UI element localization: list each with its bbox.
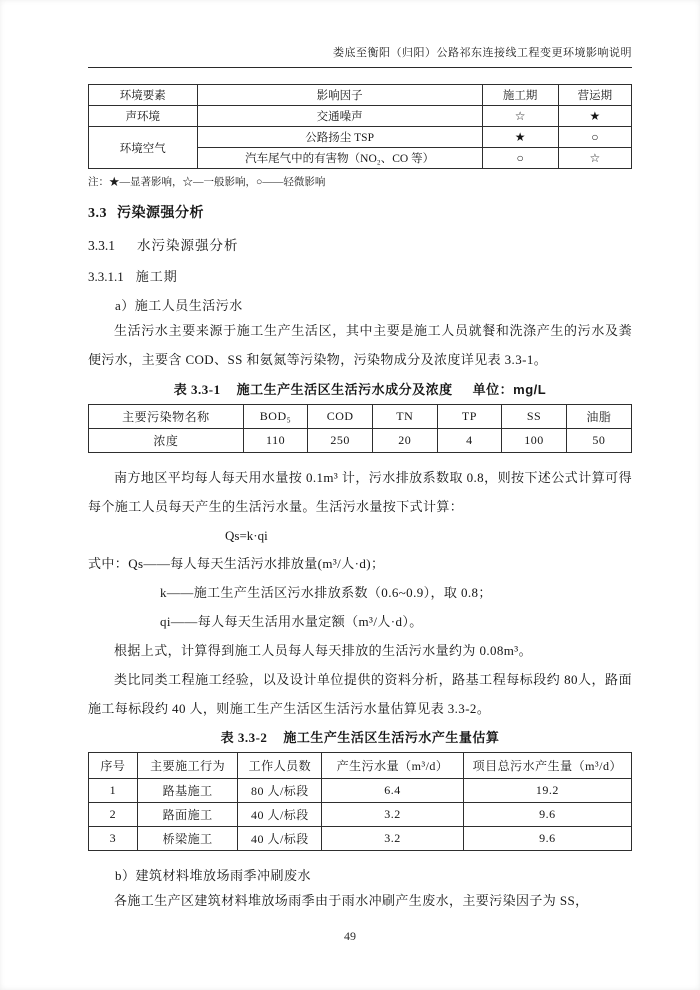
table-header-row: [89, 85, 632, 106]
table-3-3-2-caption: [88, 727, 632, 746]
col-header: 项目总污水产生量（m³/d）: [463, 753, 631, 779]
factor-cell: 公路扬尘 TSP: [197, 127, 482, 148]
formula-definition-qs: 式中：Qs——每人每天生活污水排放量(m³/人·d)；: [88, 556, 385, 571]
table-3-3-1-caption: [88, 379, 632, 398]
col-header: 主要污染物名称: [89, 405, 244, 429]
sewage-cell: 3.2: [322, 803, 463, 827]
value-cell: 110: [243, 429, 308, 453]
table-row: [89, 106, 632, 127]
section-heading-3-3: [88, 202, 632, 222]
construction-mark: ○: [482, 148, 558, 169]
col-header-construction: 施工期: [482, 85, 558, 106]
table-row: [89, 827, 632, 851]
operation-mark: ○: [558, 127, 631, 148]
col-header: 工作人员数: [238, 753, 322, 779]
factor-cell: 交通噪声: [197, 106, 482, 127]
factor-cell: 汽车尾气中的有害物（NO₂、CO 等）: [197, 148, 482, 169]
group-noise: 声环境: [89, 106, 198, 127]
col-header: 主要施工行为: [137, 753, 237, 779]
section-number: 3.3: [88, 206, 107, 221]
doc-header-title: 娄底至衡阳（归阳）公路祁东连接线工程变更环境影响说明: [333, 47, 632, 59]
formula-definition-qi: qi——每人每天生活用水量定额（m³/人·d）。: [160, 614, 423, 629]
list-item-a: a）施工人员生活污水: [115, 298, 243, 313]
sewage-concentration-table: [88, 404, 632, 453]
paragraph-result: 根据上式，计算得到施工人员每人每天排放的生活污水量约为 0.08m³。: [114, 643, 533, 658]
col-header: TN: [372, 405, 437, 429]
index-cell: 3: [89, 827, 138, 851]
operation-mark: ★: [558, 106, 631, 127]
page-number: 49: [344, 929, 356, 943]
table-row: [89, 429, 632, 453]
section-title: 水污染源强分析: [137, 238, 239, 253]
formula-qs: Qs=k·qi: [225, 528, 268, 543]
value-cell: 20: [372, 429, 437, 453]
sewage-output-table: [88, 752, 632, 851]
section-number: 3.3.1: [88, 238, 115, 253]
section-heading-3-3-1: [88, 234, 632, 254]
value-cell: 50: [566, 429, 631, 453]
activity-cell: 路基施工: [137, 779, 237, 803]
caption-unit: 单位：mg/L: [472, 382, 547, 397]
caption-title: 施工生产生活区生活污水成分及浓度: [236, 382, 453, 397]
section-title: 施工期: [135, 269, 178, 284]
total-cell: 9.6: [463, 803, 631, 827]
row-label: 浓度: [89, 429, 244, 453]
value-cell: 4: [437, 429, 502, 453]
col-header: TP: [437, 405, 502, 429]
table-header-row: [89, 405, 632, 429]
col-header: 序号: [89, 753, 138, 779]
workers-cell: 40 人/标段: [238, 827, 322, 851]
col-header: SS: [502, 405, 567, 429]
activity-cell: 桥梁施工: [137, 827, 237, 851]
section-number: 3.3.1.1: [88, 269, 124, 284]
workers-cell: 40 人/标段: [238, 803, 322, 827]
value-cell: 100: [502, 429, 567, 453]
col-header-factor: 影响因子: [197, 85, 482, 106]
col-header-element: 环境要素: [89, 85, 198, 106]
paragraph-sewage-source: 生活污水主要来源于施工生产生活区，其中主要是施工人员就餐和洗涤产生的污水及粪便污水，主要含 COD、SS 和氨氮等污染物，污染物成分及浓度详见表 3.3-1。: [88, 323, 632, 367]
construction-mark: ☆: [482, 106, 558, 127]
workers-cell: 80 人/标段: [238, 779, 322, 803]
caption-label: 表 3.3-1: [173, 382, 221, 397]
table-row: [89, 779, 632, 803]
caption-title: 施工生产生活区生活污水产生量估算: [283, 730, 500, 745]
construction-mark: ★: [482, 127, 558, 148]
paragraph-water-usage: 南方地区平均每人每天用水量按 0.1m³ 计，污水排放系数取 0.8，则按下述公式计算可得每个施工人员每天产生的生活污水量。生活污水量按下式计算：: [88, 470, 632, 514]
legend-note: 注：★—显著影响，☆—一般影响，○——轻微影响: [88, 177, 326, 188]
impact-factor-table: [88, 84, 632, 169]
sewage-cell: 3.2: [322, 827, 463, 851]
section-heading-3-3-1-1: [88, 266, 632, 285]
value-cell: 250: [308, 429, 373, 453]
col-header: COD: [308, 405, 373, 429]
list-item-b: b）建筑材料堆放场雨季冲刷废水: [115, 868, 312, 883]
table-row: [89, 127, 632, 148]
table-row: [89, 803, 632, 827]
caption-label: 表 3.3-2: [220, 730, 268, 745]
total-cell: 19.2: [463, 779, 631, 803]
col-header-operation: 营运期: [558, 85, 631, 106]
operation-mark: ☆: [558, 148, 631, 169]
index-cell: 1: [89, 779, 138, 803]
section-title: 污染源强分析: [117, 204, 204, 220]
col-header: 产生污水量（m³/d）: [322, 753, 463, 779]
total-cell: 9.6: [463, 827, 631, 851]
table-header-row: [89, 753, 632, 779]
paragraph-rain-washing: 各施工生产区建筑材料堆放场雨季由于雨水冲刷产生废水，主要污染因子为 SS，: [114, 893, 589, 908]
group-air: 环境空气: [89, 127, 198, 169]
col-header: BOD₅: [243, 405, 308, 429]
activity-cell: 路面施工: [137, 803, 237, 827]
sewage-cell: 6.4: [322, 779, 463, 803]
formula-definition-k: k——施工生产生活区污水排放系数（0.6~0.9），取 0.8；: [160, 585, 492, 600]
index-cell: 2: [89, 803, 138, 827]
col-header: 油脂: [566, 405, 631, 429]
paragraph-analogy: 类比同类工程施工经验，以及设计单位提供的资料分析，路基工程每标段约 80人，路面施工每标段约 40 人，则施工生产生活区生活污水量估算见表 3.3-2。: [88, 672, 632, 716]
header-rule: [88, 67, 632, 68]
